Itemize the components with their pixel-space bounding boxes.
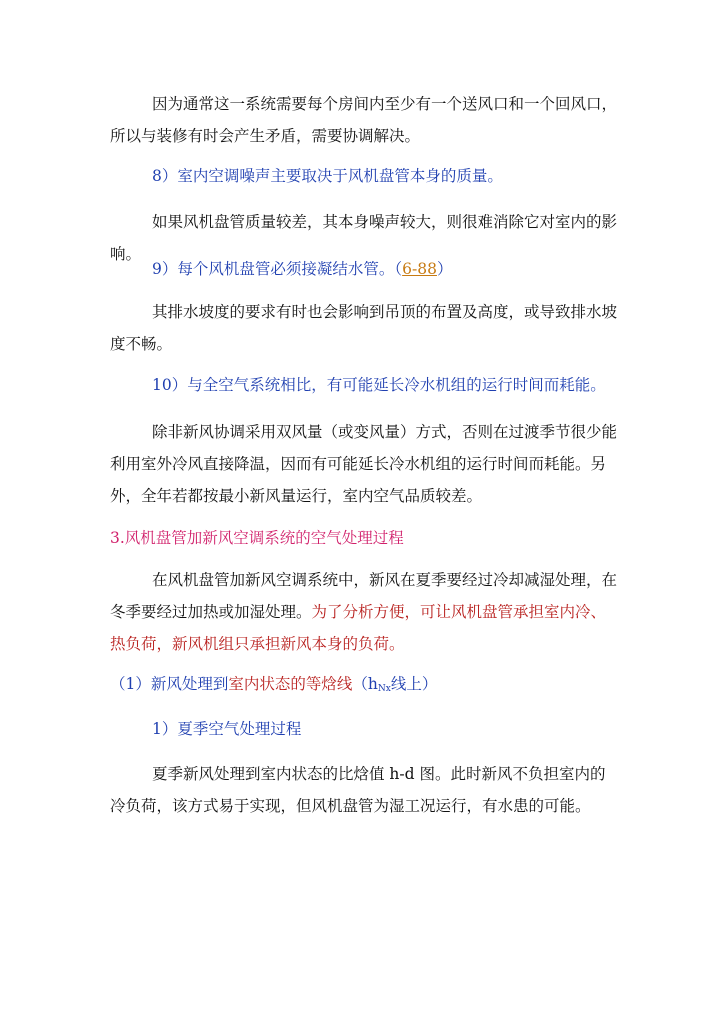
paragraph-air-processing — [110, 564, 618, 660]
paragraph-text: 其排水坡度的要求有时也会影响到吊顶的布置及高度，或导致排水坡度不畅。 — [110, 303, 618, 353]
paragraph-summer-process — [110, 758, 618, 822]
subheading-text: 1）夏季空气处理过程 — [152, 720, 302, 738]
paragraph-text: 如果风机盘管质量较差，其本身噪声较大，则很难消除它对室内的影响。 — [110, 213, 618, 263]
paragraph-text: 除非新风协调采用双风量（或变风量）方式，否则在过渡季节很少能利用室外冷风直接降温，因而有可能延长冷水机组的运行时间而耗能。另外，全年若都按最小新风量运行，室内空气品质较差。 — [110, 423, 618, 505]
subheading-prefix: （1）新风处理到 — [110, 675, 229, 693]
figure-link[interactable]: 6-88 — [402, 260, 437, 278]
section-heading-3 — [110, 522, 618, 554]
subheading-summer-process — [110, 713, 618, 745]
subheading-subscript: Nx — [377, 684, 391, 694]
heading-item-10 — [110, 369, 618, 401]
paragraph-highlight-text: 为了分析方便，可让风机盘管承担室内冷、热负荷，新风机组只承担新风本身的负荷。 — [110, 603, 607, 653]
paragraph-ventilation-conflict — [110, 88, 618, 152]
subheading-paren: （h — [352, 675, 378, 693]
heading-close-paren: ） — [436, 260, 453, 278]
heading-text: 9）每个风机盘管必须接凝结水管。（ — [152, 260, 403, 278]
subheading-1 — [110, 668, 618, 705]
paragraph-text: 夏季新风处理到室内状态的比焓值 h-d 图。此时新风不负担室内的冷负荷，该方式易于实现，但风机盘管为湿工况运行，有水患的可能。 — [110, 765, 606, 815]
subheading-highlight: 室内状态的等焓线 — [228, 675, 353, 693]
paragraph-energy — [110, 416, 618, 512]
paragraph-text: 因为通常这一系统需要每个房间内至少有一个送风口和一个回风口，所以与装修有时会产生矛盾，需要协调解决。 — [110, 95, 618, 145]
paragraph-drain-slope — [110, 296, 618, 360]
heading-item-8 — [110, 160, 618, 192]
heading-text: 8）室内空调噪声主要取决于风机盘管本身的质量。 — [152, 167, 503, 185]
subheading-suffix: 线上） — [390, 675, 438, 693]
heading-text: 10）与全空气系统相比，有可能延长冷水机组的运行时间而耗能。 — [152, 376, 606, 394]
heading-item-9 — [110, 253, 618, 285]
section-heading-text: 3.风机盘管加新风空调系统的空气处理过程 — [110, 529, 404, 547]
paragraph-text: 在风机盘管加新风空调系统中，新风在夏季要经过冷却减湿处理，在冬季要经过加热或加湿处理。 — [110, 571, 618, 621]
